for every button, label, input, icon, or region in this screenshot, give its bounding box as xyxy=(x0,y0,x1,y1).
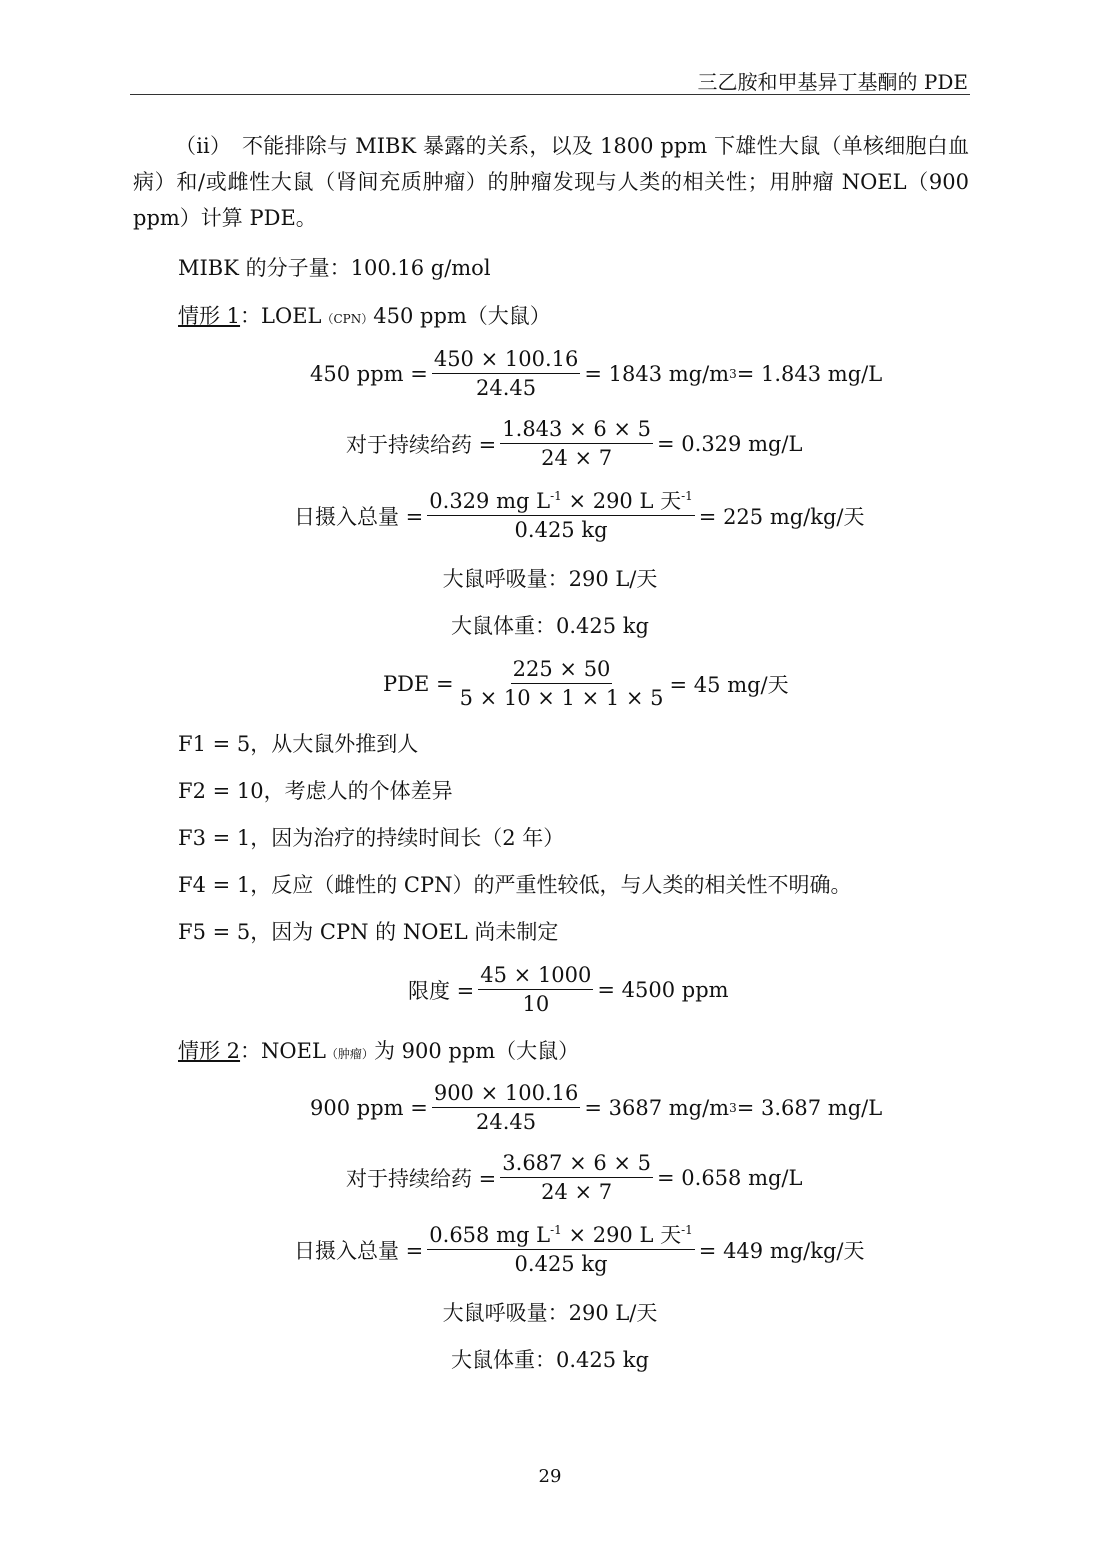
case2-heading: 情形 2：NOEL（肿瘤）为 900 ppm（大鼠） xyxy=(178,1039,580,1063)
intro-paragraph: （ii） 不能排除与 MIBK 暴露的关系，以及 1800 ppm 下雄性大鼠（单核细胞白血病）和/或雌性大鼠（肾间充质肿瘤）的肿瘤发现与人类的相关性；用肿瘤 NOEL（900 ppm）计算 PDE。 xyxy=(133,134,969,230)
fraction: $\frac{45 \times 1000}{10}$ xyxy=(480,963,592,1016)
header-divider xyxy=(130,94,970,95)
case1-equation-daily-intake: 日摄入总量 = $\frac{0.329 mg L^{-1} \times 290 L 天^{-1}}{0.425 kg}$ = 225 mg/kg/天 xyxy=(294,489,865,542)
case2-rat-respiration: 大鼠呼吸量：290 L/天 xyxy=(442,1301,658,1325)
case1-equation-pde: PDE = $\frac{225 \times 50}{5 \times 10 \times 1 \times 1 \times 5}$ = 45 mg/天 xyxy=(383,657,789,710)
factor-f1: F1 = 5，从大鼠外推到人 xyxy=(178,732,419,756)
factor-f2: F2 = 10，考虑人的个体差异 xyxy=(178,779,453,803)
fraction: $\frac{0.329 mg L^{-1} \times 290 L 天^{-1}}{0.425 kg}$ xyxy=(429,489,693,542)
case1-equation-continuous-dosing: 对于持续给药 = $\frac{1.843 \times 6 \times 5}{24 \times 7}$ = 0.329 mg/L xyxy=(346,417,803,470)
case2-equation-continuous-dosing: 对于持续给药 = $\frac{3.687 \times 6 \times 5}{24 \times 7}$ = 0.658 mg/L xyxy=(346,1151,803,1204)
factor-f4: F4 = 1，反应（雌性的 CPN）的严重性较低，与人类的相关性不明确。 xyxy=(178,873,852,897)
case2-equation-concentration: 900 ppm = $\frac{900 \times 100.16}{24.45}$ = 3687 mg/m 3 = 3.687 mg/L xyxy=(310,1081,883,1134)
molecular-weight: MIBK 的分子量：100.16 g/mol xyxy=(178,256,491,280)
factor-f5: F5 = 5，因为 CPN 的 NOEL 尚未制定 xyxy=(178,920,559,944)
fraction: $\frac{900 \times 100.16}{24.45}$ xyxy=(433,1081,579,1134)
running-header: 三乙胺和甲基异丁基酮的 PDE xyxy=(697,70,968,94)
case1-loel-value: 450 ppm（大鼠） xyxy=(373,304,551,328)
case2-label: 情形 2 xyxy=(178,1039,241,1063)
case1-loel-subscript: （CPN） xyxy=(321,312,374,326)
fraction: $\frac{1.843 \times 6 \times 5}{24 \times 7}$ xyxy=(502,417,652,470)
case1-equation-limit: 限度 = $\frac{45 \times 1000}{10}$ = 4500 ppm xyxy=(408,963,729,1016)
fraction: $\frac{0.658 mg L^{-1} \times 290 L 天^{-1}}{0.425 kg}$ xyxy=(429,1223,693,1276)
case1-heading: 情形 1：LOEL（CPN）450 ppm（大鼠） xyxy=(178,304,551,328)
case1-rat-respiration: 大鼠呼吸量：290 L/天 xyxy=(442,567,658,591)
fraction: $\frac{3.687 \times 6 \times 5}{24 \times 7}$ xyxy=(502,1151,652,1204)
page-number: 29 xyxy=(538,1466,562,1487)
factor-f3: F3 = 1，因为治疗的持续时间长（2 年） xyxy=(178,826,565,850)
case2-noel-subscript: （肿瘤） xyxy=(325,1047,374,1061)
case1-loel: LOEL xyxy=(261,304,322,328)
case2-rat-weight: 大鼠体重：0.425 kg xyxy=(451,1348,649,1372)
fraction: $\frac{450 \times 100.16}{24.45}$ xyxy=(433,347,579,400)
case2-equation-daily-intake: 日摄入总量 = $\frac{0.658 mg L^{-1} \times 290 L 天^{-1}}{0.425 kg}$ = 449 mg/kg/天 xyxy=(294,1223,865,1276)
case1-label: 情形 1 xyxy=(178,304,241,328)
case2-noel: NOEL xyxy=(261,1039,326,1063)
case1-equation-concentration: 450 ppm = $\frac{450 \times 100.16}{24.45}$ = 1843 mg/m 3 = 1.843 mg/L xyxy=(310,347,883,400)
fraction: $\frac{225 \times 50}{5 \times 10 \times 1 \times 1 \times 5}$ xyxy=(459,657,664,710)
case1-rat-weight: 大鼠体重：0.425 kg xyxy=(451,614,649,638)
case2-noel-value: 为 900 ppm（大鼠） xyxy=(373,1039,580,1063)
